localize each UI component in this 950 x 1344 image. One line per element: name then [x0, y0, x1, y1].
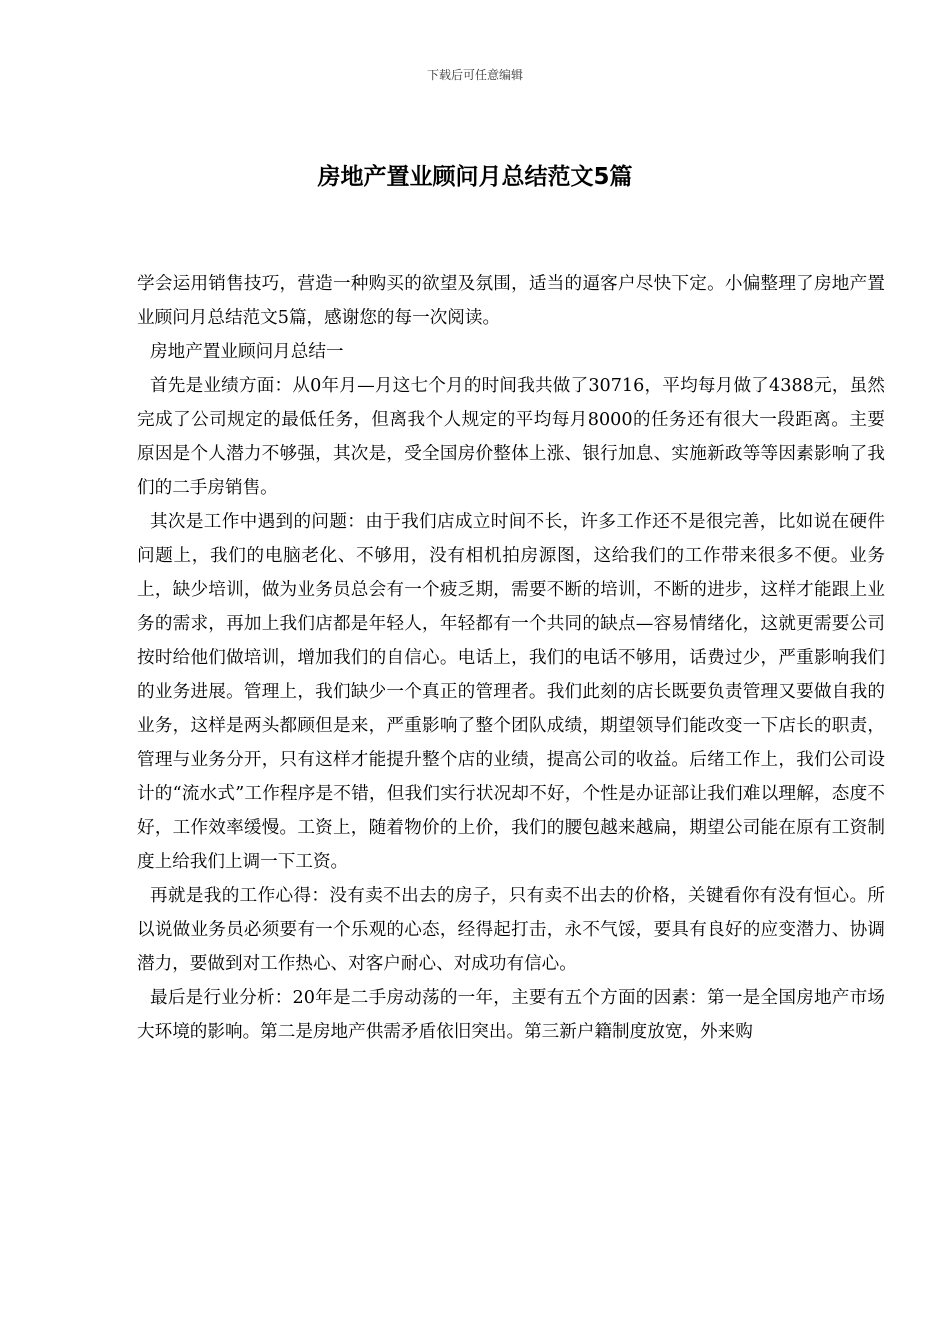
body-paragraph: 首先是业绩方面：从0年月—月这七个月的时间我共做了30716，平均每月做了4388元，虽然完成了公司规定的最低任务，但离我个人规定的平均每月8000的任务还有很大一段距离。主要原因是个人潜力不够强，其次是，受全国房价整体上涨、银行加息、实施新政等等因素影响了我们的二手房销售。 — [137, 376, 885, 498]
document-body — [137, 267, 885, 1049]
body-paragraph: 最后是行业分析：20年是二手房动荡的一年，主要有五个方面的因素：第一是全国房地产市场大环境的影响。第二是房地产供需矛盾依旧突出。第三新户籍制度放宽，外来购 — [137, 988, 885, 1042]
section-heading: 房地产置业顾问月总结一 — [150, 342, 344, 362]
document-title: 房地产置业顾问月总结范文5篇 — [317, 164, 633, 190]
header-note: 下载后可任意编辑 — [426, 68, 523, 82]
intro-paragraph: 学会运用销售技巧，营造一种购买的欲望及氛围，适当的逼客户尽快下定。小偏整理了房地产置业顾问月总结范文5篇，感谢您的每一次阅读。 — [137, 274, 885, 328]
body-paragraph: 再就是我的工作心得：没有卖不出去的房子，只有卖不出去的价格，关键看你有没有恒心。所以说做业务员必须要有一个乐观的心态，经得起打击，永不气馁，要具有良好的应变潜力、协调潜力，要做到对工作热心、对客户耐心、对成功有信心。 — [137, 886, 885, 974]
body-paragraph: 其次是工作中遇到的问题：由于我们店成立时间不长，许多工作还不是很完善，比如说在硬件问题上，我们的电脑老化、不够用，没有相机拍房源图，这给我们的工作带来很多不便。业务上，缺少培训，做为业务员总会有一个疲乏期，需要不断的培训，不断的进步，这样才能跟上业务的需求，再加上我们店都是年轻人，年轻都有一个共同的缺点—容易情绪化，这就更需要公司按时给他们做培训，增加我们的自信心。电话上，我们的电话不够用，话费过少，严重影响我们的业务进展。管理上，我们缺少一个真正的管理者。我们此刻的店长既要负责管理又要做自我的业务，这样是两头都顾但是来，严重影响了整个团队成绩，期望领导们能改变一下店长的职责，管理与业务分开，只有这样才能提升整个店的业绩，提高公司的收益。后绪工作上，我们公司设计的“流水式”工作程序是不错，但我们实行状况却不好，个性是办证部让我们难以理解，态度不好，工作效率缓慢。工资上，随着物价的上价，我们的腰包越来越扁，期望公司能在原有工资制度上给我们上调一下工资。 — [137, 512, 885, 872]
